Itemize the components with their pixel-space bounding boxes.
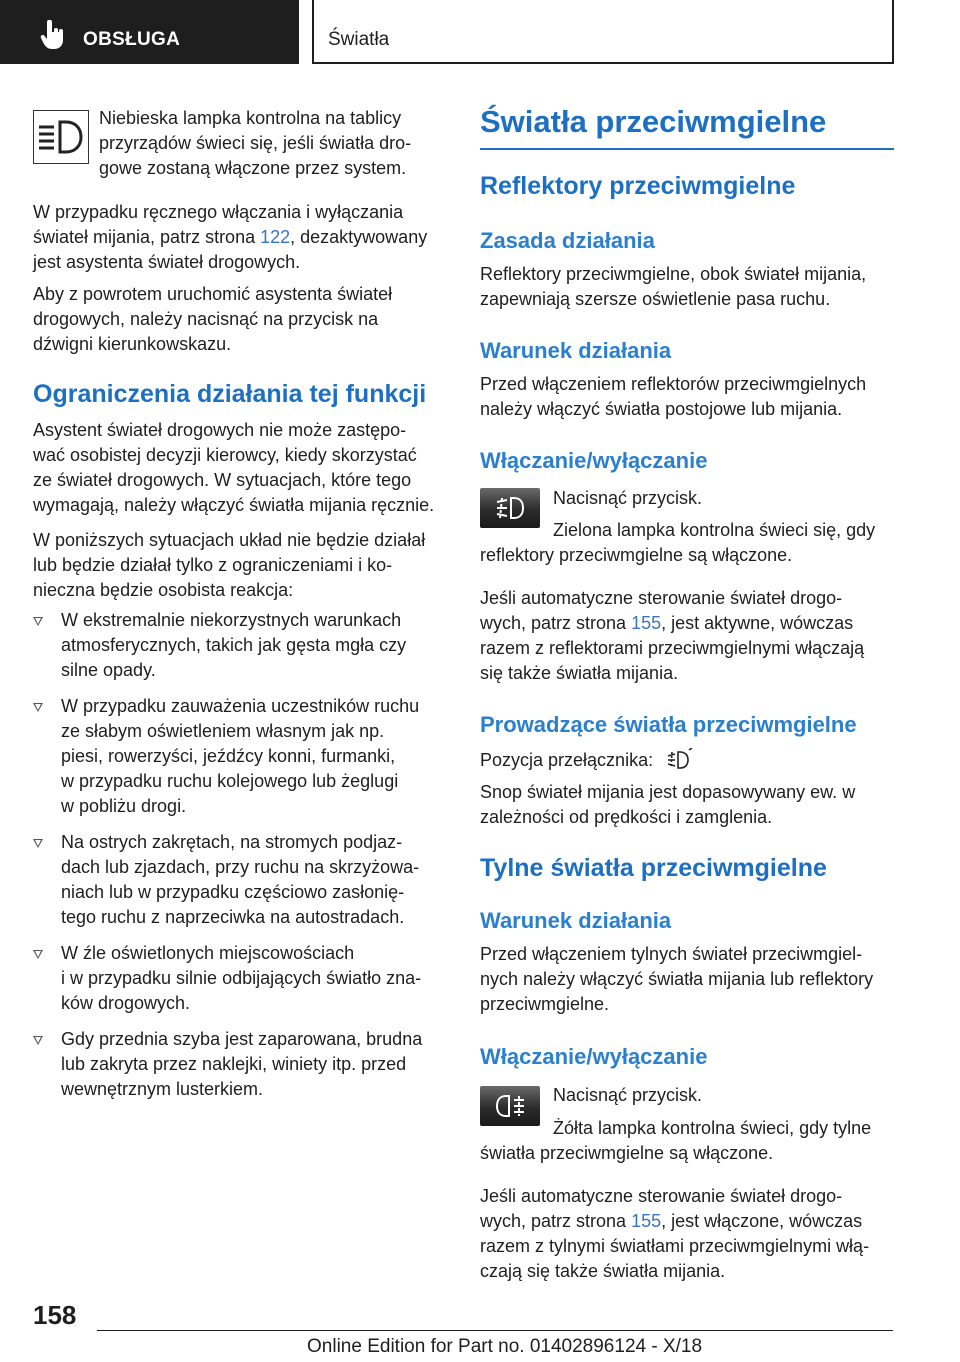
text-line: W ekstremalnie niekorzystnych warunkach bbox=[61, 610, 402, 630]
restart-paragraph bbox=[33, 282, 453, 357]
text-line: wewnętrznym lusterkiem. bbox=[61, 1079, 264, 1099]
situations-paragraph bbox=[33, 528, 453, 603]
heading-rule bbox=[480, 148, 894, 150]
text-line: ze świateł drogowych. W sytuacjach, które tego bbox=[33, 470, 412, 490]
text-line: W poniższych sytuacjach układ nie będzie działał bbox=[33, 530, 426, 550]
text-line: lub będzie działał tylko z ograniczeniami i ko‐ bbox=[33, 555, 393, 575]
text-fragment: , dezaktywowany bbox=[290, 227, 428, 247]
heading-switch-rear: Włączanie/wyłączanie bbox=[480, 1044, 708, 1069]
text-line: ków drogowych. bbox=[61, 993, 191, 1013]
text-line: przeciwmgielne. bbox=[480, 994, 610, 1014]
switch-position-line bbox=[480, 748, 894, 773]
page-link-122[interactable]: 122 bbox=[260, 227, 291, 247]
text-line: wać osobistej decyzji kierowcy, kiedy skorzystać bbox=[33, 445, 417, 465]
page-number: 158 bbox=[33, 1300, 77, 1330]
text-line: piesi, rowerzyści, jeźdźcy konni, furmanki, bbox=[61, 746, 396, 766]
text-line: nych należy włączyć światła mijania lub reflektory bbox=[480, 969, 874, 989]
text-line: zależności od prędkości i zamglenia. bbox=[480, 807, 773, 827]
text-line: niach lub w przypadku częściowo zasłonię‐ bbox=[61, 882, 405, 902]
leading-fog-light-icon bbox=[666, 748, 696, 770]
page-link-155-rear[interactable]: 155 bbox=[631, 1211, 662, 1231]
limits-paragraph bbox=[33, 418, 453, 518]
high-beam-assist-icon bbox=[33, 110, 89, 164]
edition-note: Online Edition for Part no. 01402896124 - X/18 bbox=[307, 1336, 703, 1357]
bullet-triangle-icon bbox=[33, 703, 43, 712]
press-button-text-rear: Nacisnąć przycisk. bbox=[553, 1085, 703, 1105]
text-line: silne opady. bbox=[61, 660, 156, 680]
green-lamp-paragraph bbox=[480, 518, 894, 568]
text-line: w przypadku ruchu kolejowego lub żeglugi bbox=[61, 771, 399, 791]
fog-lights-title-block bbox=[480, 104, 894, 150]
press-button-text: Nacisnąć przycisk. bbox=[553, 488, 703, 508]
text-fragment: , jest aktywne, wówczas bbox=[661, 613, 854, 633]
text-line: Jeśli automatyczne sterowanie świateł drogo‐ bbox=[480, 588, 843, 608]
text-line: Jeśli automatyczne sterowanie świateł drogo‐ bbox=[480, 1186, 843, 1206]
text-line: Snop świateł mijania jest dopasowywany ew. w bbox=[480, 782, 856, 802]
page-link-155[interactable]: 155 bbox=[631, 613, 662, 633]
auto-control-paragraph bbox=[480, 586, 894, 686]
text-line: razem z tylnymi światłami przeciwmgielnymi włą‐ bbox=[480, 1236, 870, 1256]
list-item bbox=[33, 1027, 453, 1102]
bullet-triangle-icon bbox=[33, 617, 43, 626]
text-fragment: wych, patrz strona bbox=[480, 1211, 632, 1231]
text-line: Asystent świateł drogowych nie może zastępo‐ bbox=[33, 420, 407, 440]
text-line: zapewniają szersze oświetlenie pasa ruchu. bbox=[480, 289, 831, 309]
text-line: należy włączyć światła postojowe lub mijania. bbox=[480, 399, 843, 419]
text-line: Zielona lampka kontrolna świeci się, gdy bbox=[553, 520, 876, 540]
text-line: czają się także światła mijania. bbox=[480, 1261, 726, 1281]
list-item bbox=[33, 608, 453, 683]
text-line: Na ostrych zakrętach, na stromych podjaz‐ bbox=[61, 832, 403, 852]
text-line: Gdy przednia szyba jest zaparowana, brudna bbox=[61, 1029, 423, 1049]
text-line: w pobliżu drogi. bbox=[61, 796, 187, 816]
heading-rear-fog: Tylne światła przeciwmgielne bbox=[480, 854, 827, 882]
bullet-triangle-icon bbox=[33, 839, 43, 848]
text-line: tego ruchu z naprzeciwka na autostradach. bbox=[61, 907, 405, 927]
bullet-triangle-icon bbox=[33, 1036, 43, 1045]
high-beam-note bbox=[99, 106, 449, 181]
section-tab bbox=[0, 0, 299, 64]
text-line: Aby z powrotem uruchomić asystenta świateł bbox=[33, 284, 393, 304]
heading-limits: Ograniczenia działania tej funkcji bbox=[33, 380, 427, 408]
text-fragment: , jest włączone, wówczas bbox=[661, 1211, 863, 1231]
text-line: W przypadku zauważenia uczestników ruchu bbox=[61, 696, 420, 716]
hand-pointer-icon bbox=[40, 20, 66, 50]
text-line: atmosferycznych, takich jak gęsta mgła czy bbox=[61, 635, 407, 655]
section-label: OBSŁUGA bbox=[83, 29, 181, 50]
text-line: gowe zostaną włączone przez system. bbox=[99, 158, 407, 178]
text-line: W źle oświetlonych miejscowościach bbox=[61, 943, 355, 963]
condition-paragraph bbox=[480, 372, 894, 422]
text-fragment: Pozycja przełącznika: bbox=[480, 750, 654, 770]
text-line: Niebieska lampka kontrolna na tablicy bbox=[99, 108, 402, 128]
snop-paragraph bbox=[480, 780, 894, 830]
manual-switch-paragraph bbox=[33, 200, 453, 275]
text-line: nieczna będzie osobista reakcja: bbox=[33, 580, 294, 600]
text-line: światła przeciwmgielne są włączone. bbox=[480, 1143, 774, 1163]
heading-principle: Zasada działania bbox=[480, 228, 655, 253]
heading-switch: Włączanie/wyłączanie bbox=[480, 448, 708, 473]
heading-fog-lights: Światła przeciwmgielne bbox=[480, 104, 827, 139]
text-line: Żółta lampka kontrolna świeci, gdy tylne bbox=[553, 1118, 872, 1138]
footer-rule bbox=[97, 1330, 893, 1331]
principle-paragraph bbox=[480, 262, 894, 312]
heading-leading-fog: Prowadzące światła przeciwmgielne bbox=[480, 712, 857, 737]
auto-control-rear-paragraph bbox=[480, 1184, 894, 1284]
list-item bbox=[33, 830, 453, 930]
text-line: wymagają, należy włączyć światła mijania ręcznie. bbox=[33, 495, 435, 515]
text-line: W przypadku ręcznego włączania i wyłączania bbox=[33, 202, 404, 222]
text-line: reflektory przeciwmgielne są włączone. bbox=[480, 545, 793, 565]
heading-condition: Warunek działania bbox=[480, 338, 672, 363]
condition-rear-paragraph bbox=[480, 942, 894, 1017]
list-item bbox=[33, 941, 453, 1016]
text-line: jest asystenta świateł drogowych. bbox=[33, 252, 301, 272]
heading-front-fog: Reflektory przeciwmgielne bbox=[480, 172, 796, 200]
text-line: ze słabym oświetleniem własnym jak np. bbox=[61, 721, 385, 741]
text-line: lub zakryta przez naklejki, winiety itp. przed bbox=[61, 1054, 407, 1074]
text-line: Przed włączeniem tylnych świateł przeciwmgiel‐ bbox=[480, 944, 863, 964]
text-line: razem z reflektorami przeciwmgielnymi włączają bbox=[480, 638, 865, 658]
text-line: Reflektory przeciwmgielne, obok świateł mijania, bbox=[480, 264, 867, 284]
text-line: przyrządów świeci się, jeśli światła dro‐ bbox=[99, 133, 412, 153]
bullet-list bbox=[33, 608, 453, 1102]
chapter-header bbox=[312, 0, 894, 64]
text-fragment: wych, patrz strona bbox=[480, 613, 632, 633]
text-line: się także światła mijania. bbox=[480, 663, 679, 683]
yellow-lamp-paragraph bbox=[480, 1116, 894, 1166]
text-line: i w przypadku silnie odbijających światło zna‐ bbox=[61, 968, 422, 988]
text-line: Przed włączeniem reflektorów przeciwmgielnych bbox=[480, 374, 867, 394]
text-line: dach lub zjazdach, przy ruchu na skrzyżowa‐ bbox=[61, 857, 420, 877]
text-fragment: świateł mijania, patrz strona bbox=[33, 227, 261, 247]
chapter-title: Światła bbox=[328, 29, 390, 50]
text-line: drogowych, należy nacisnąć na przycisk na bbox=[33, 309, 379, 329]
bullet-triangle-icon bbox=[33, 950, 43, 959]
text-line: dźwigni kierunkowskazu. bbox=[33, 334, 232, 354]
heading-condition-rear: Warunek działania bbox=[480, 908, 672, 933]
list-item bbox=[33, 694, 453, 819]
